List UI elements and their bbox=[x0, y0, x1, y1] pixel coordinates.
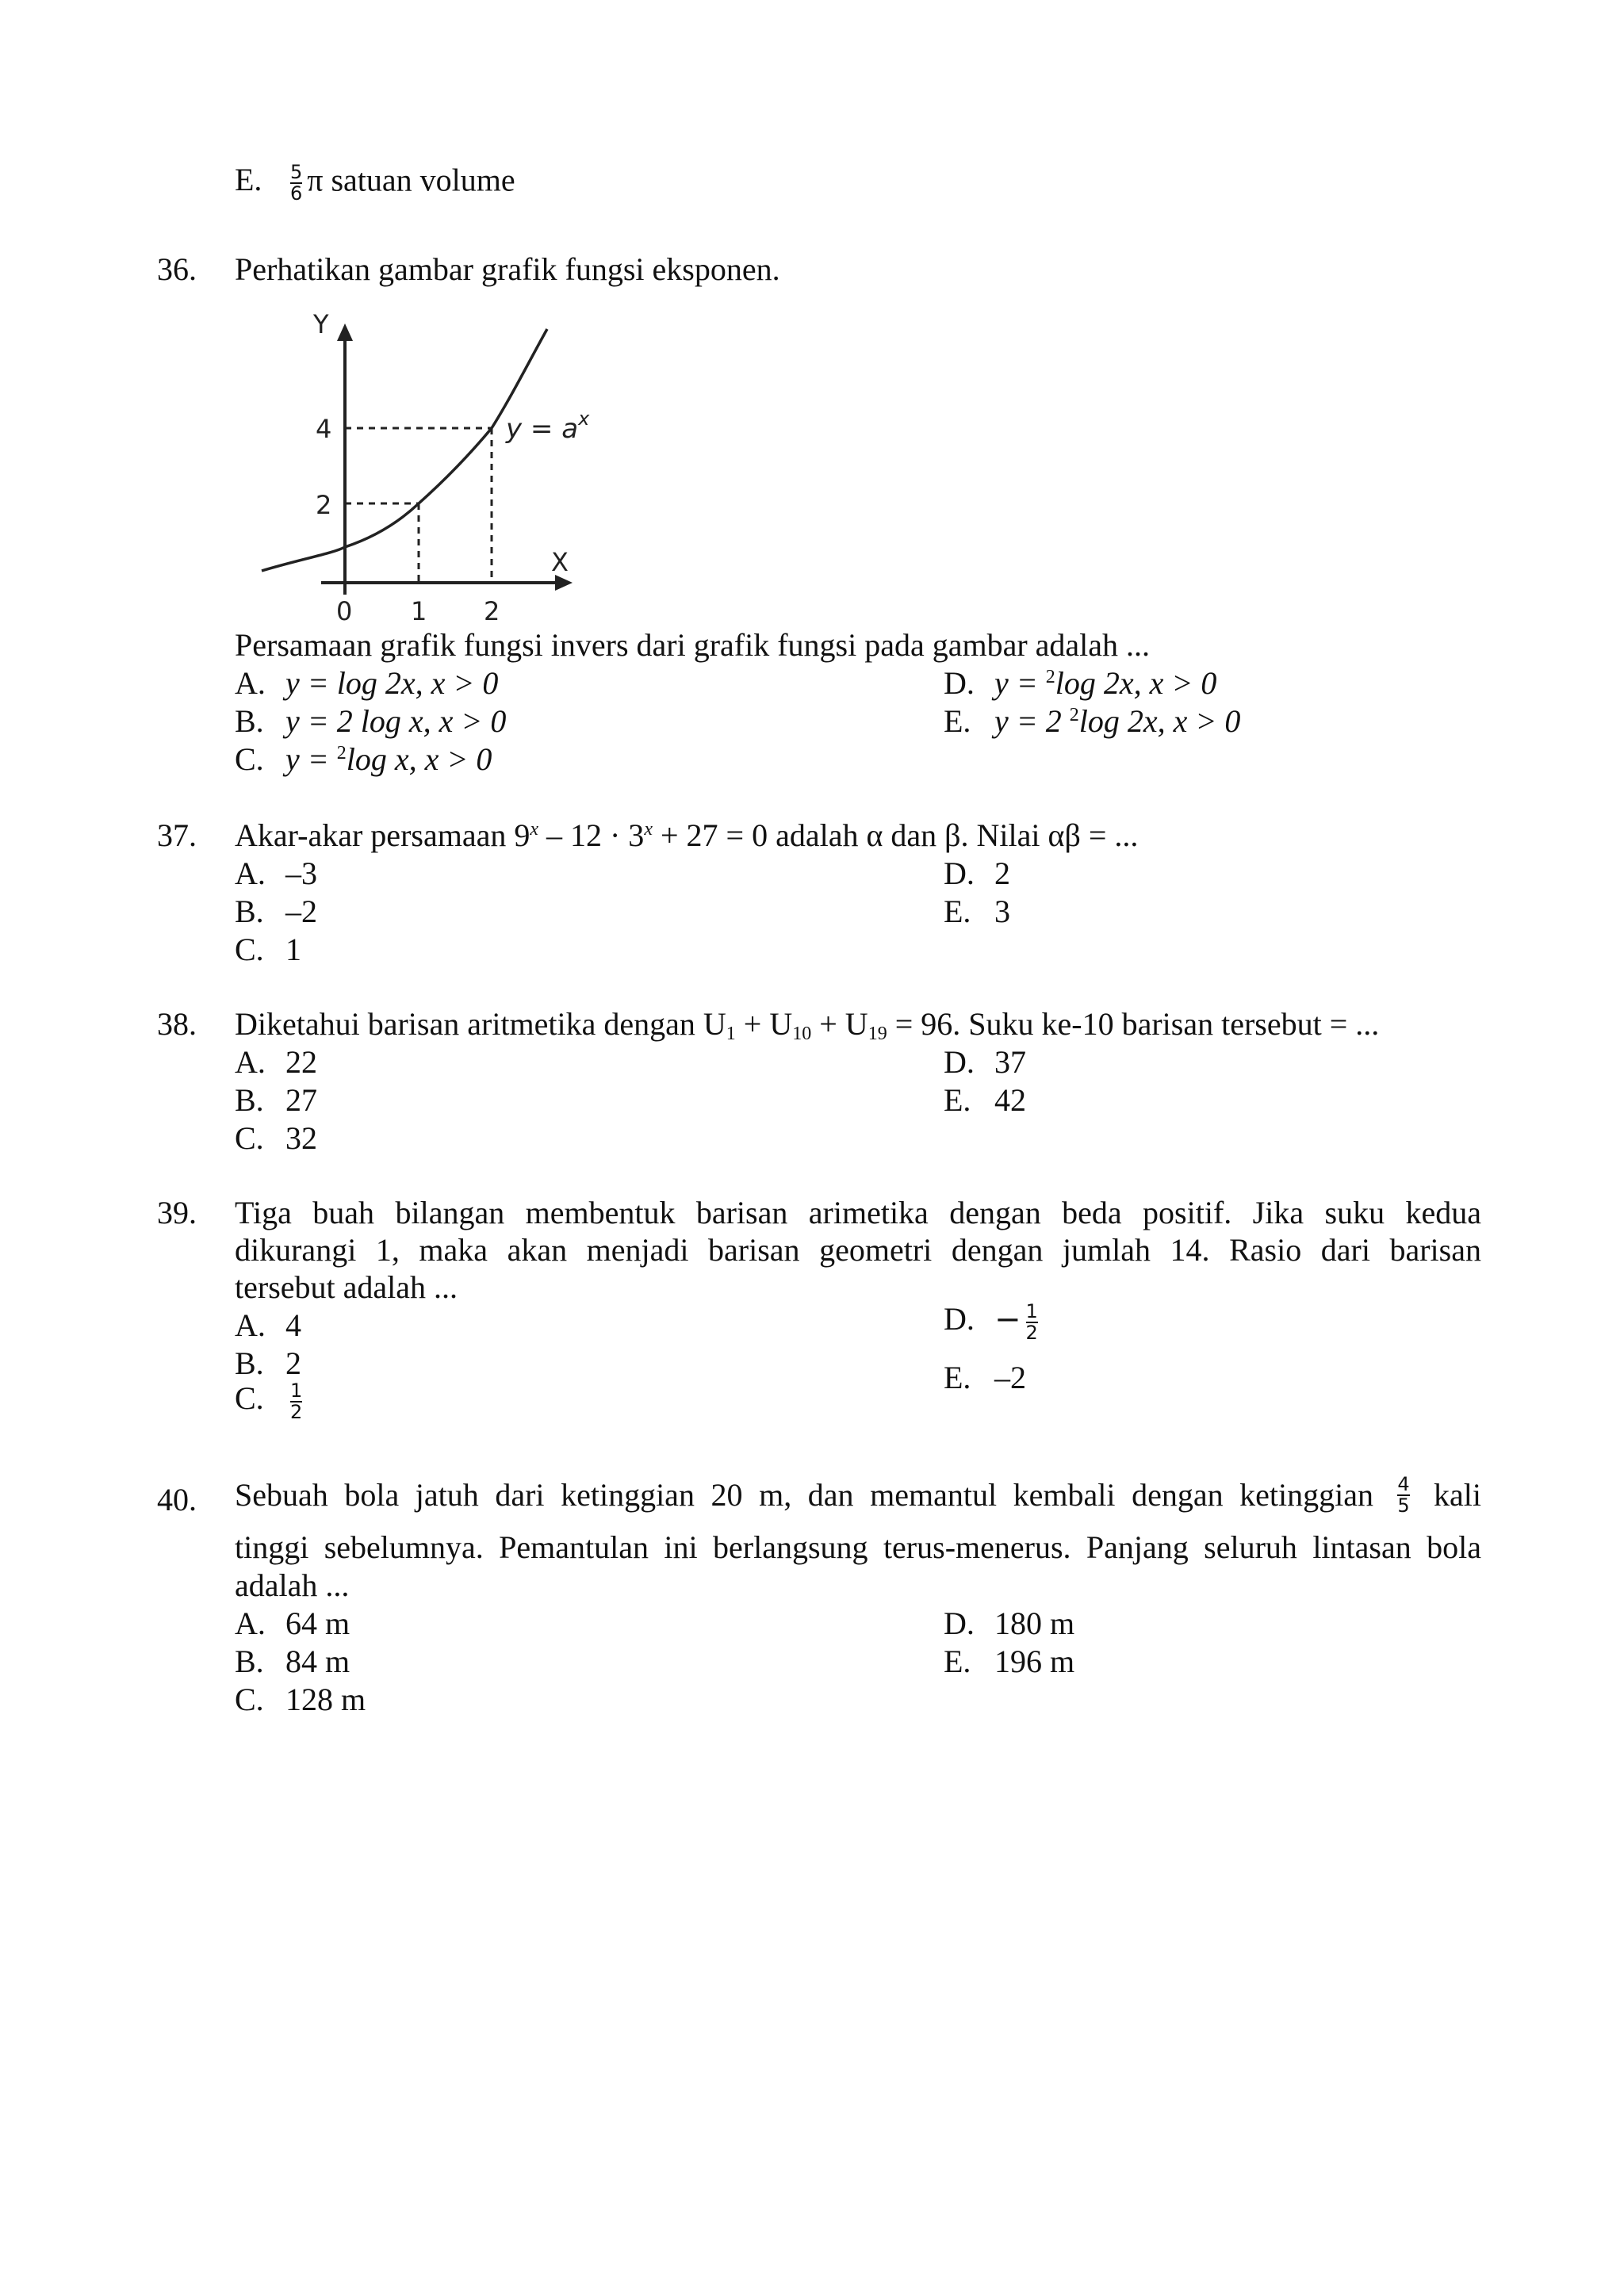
curve-label: $y = a^x$ bbox=[506, 408, 590, 445]
q39-option-e[interactable]: E. –2 bbox=[944, 1360, 1026, 1395]
question-36-stem: Perhatikan gambar grafik fungsi eksponen. bbox=[235, 251, 780, 287]
q37-option-c[interactable]: C. 1 bbox=[235, 932, 301, 967]
exponential-graph bbox=[254, 309, 626, 626]
q36-option-c[interactable]: C. y = $^2$log x, x > 0 bbox=[235, 741, 492, 777]
question-40-line2: tinggi sebelumnya. Pemantulan ini berlangsung terus-menerus. Panjang seluruh lintasan bola bbox=[235, 1529, 1481, 1565]
question-number-38: 38. bbox=[157, 1006, 197, 1042]
q39-option-d[interactable]: D. − $\frac{1}{2}$ bbox=[944, 1300, 1038, 1345]
fraction: $\frac{4}{5}$ bbox=[1397, 1473, 1410, 1517]
question-36-text: Persamaan grafik fungsi invers dari grafik fungsi pada gambar adalah ... bbox=[235, 627, 1151, 663]
q39-option-b[interactable]: B. 2 bbox=[235, 1345, 301, 1381]
question-number-40: 40. bbox=[157, 1482, 197, 1517]
q36-option-d[interactable]: D. y = $^2$log 2x, x > 0 bbox=[944, 665, 1217, 701]
option-label: E. bbox=[235, 162, 262, 198]
x-tick-1: 1 bbox=[411, 596, 427, 626]
question-number-36: 36. bbox=[157, 251, 197, 287]
question-40-line1: Sebuah bola jatuh dari ketinggian 20 m, dan memantul kembali dengan ketinggian $\frac{4}{5}$ kali bbox=[235, 1473, 1481, 1517]
q39-option-c[interactable]: C. $\frac{1}{2}$ bbox=[235, 1380, 303, 1424]
y-tick-2: 2 bbox=[316, 490, 332, 520]
x-axis-arrow bbox=[555, 575, 573, 591]
q39-option-a[interactable]: A. 4 bbox=[235, 1307, 301, 1343]
fraction: $\frac{1}{2}$ bbox=[290, 1380, 303, 1424]
q36-option-a[interactable]: A. y = log 2x, x > 0 bbox=[235, 665, 499, 701]
q38-option-d[interactable]: D. 37 bbox=[944, 1044, 1026, 1080]
x-tick-0: 0 bbox=[336, 596, 353, 626]
q37-option-e[interactable]: E. 3 bbox=[944, 894, 1010, 929]
q36-option-b[interactable]: B. y = 2 log x, x > 0 bbox=[235, 703, 507, 739]
q36-option-e[interactable]: E. y = 2 $^2$log 2x, x > 0 bbox=[944, 703, 1241, 739]
q37-option-a[interactable]: A. –3 bbox=[235, 855, 317, 891]
q35-option-e bbox=[235, 163, 515, 204]
option-text: π satuan volume bbox=[307, 162, 515, 198]
question-number-39: 39. bbox=[157, 1195, 197, 1230]
exponential-curve bbox=[262, 329, 547, 571]
y-axis-label: Y bbox=[313, 309, 329, 339]
question-39-line3: tersebut adalah ... bbox=[235, 1269, 458, 1305]
q40-option-d[interactable]: D. 180 m bbox=[944, 1605, 1075, 1641]
q37-option-b[interactable]: B. –2 bbox=[235, 894, 317, 929]
q38-option-c[interactable]: C. 32 bbox=[235, 1120, 317, 1156]
q40-option-b[interactable]: B. 84 m bbox=[235, 1644, 350, 1679]
q37-option-d[interactable]: D. 2 bbox=[944, 855, 1010, 891]
question-39-line2: dikurangi 1, maka akan menjadi barisan geometri dengan jumlah 14. Rasio dari barisan bbox=[235, 1232, 1481, 1268]
question-number-37: 37. bbox=[157, 817, 197, 853]
question-37-stem: Akar-akar persamaan $9^x - 12 \cdot 3^x + 27 = 0$ adalah α dan β. Nilai αβ = ... bbox=[235, 817, 1139, 853]
q38-option-e[interactable]: E. 42 bbox=[944, 1082, 1026, 1118]
y-axis-arrow bbox=[337, 323, 353, 341]
question-38-stem: Diketahui barisan aritmetika dengan $U_1 + U_{10} + U_{19} = 96$. Suku ke-10 barisan tersebut = ... bbox=[235, 1006, 1380, 1044]
question-40-line3: adalah ... bbox=[235, 1567, 350, 1603]
q40-option-a[interactable]: A. 64 m bbox=[235, 1605, 350, 1641]
x-tick-2: 2 bbox=[484, 596, 500, 626]
q38-option-b[interactable]: B. 27 bbox=[235, 1082, 317, 1118]
q40-option-c[interactable]: C. 128 m bbox=[235, 1682, 366, 1717]
y-tick-4: 4 bbox=[316, 414, 332, 444]
x-axis-label: X bbox=[551, 547, 569, 577]
q40-option-e[interactable]: E. 196 m bbox=[944, 1644, 1075, 1679]
fraction: $\frac{1}{2}$ bbox=[1025, 1300, 1038, 1345]
question-39-line1: Tiga buah bilangan membentuk barisan arimetika dengan beda positif. Jika suku kedua bbox=[235, 1195, 1481, 1230]
fraction: $\frac{5}{6}$ bbox=[290, 161, 303, 205]
q38-option-a[interactable]: A. 22 bbox=[235, 1044, 317, 1080]
